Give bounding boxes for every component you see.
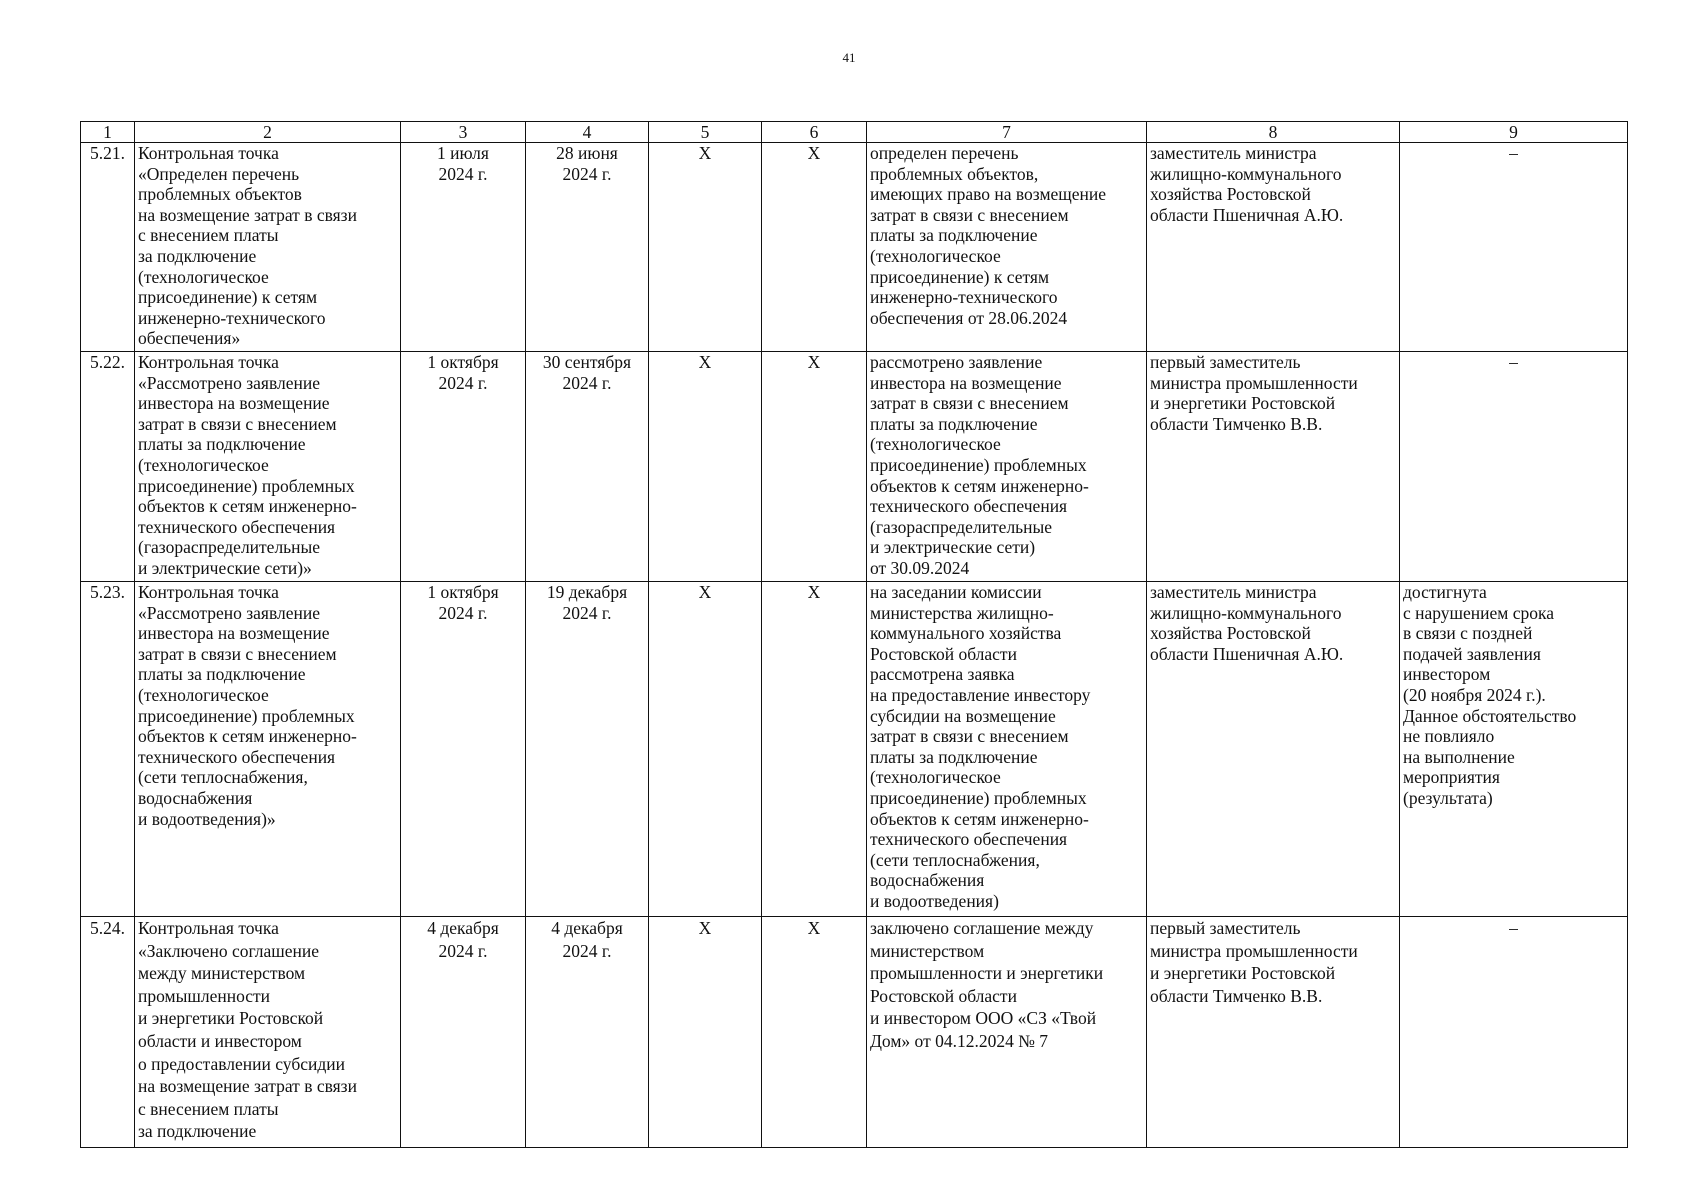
text-line: Дом» от 04.12.2024 № 7 — [870, 1030, 1049, 1051]
text-line: коммунального хозяйства — [870, 623, 1062, 644]
actual-date-cell — [526, 582, 649, 917]
planned-date-cell — [401, 143, 526, 352]
text-line: затрат в связи с внесением — [870, 726, 1069, 747]
text-line: 1 октября — [427, 582, 499, 602]
actual-date-cell — [526, 917, 649, 1148]
planned-date-cell — [401, 352, 526, 582]
text-line: (сети теплоснабжения, — [138, 767, 308, 788]
text-line: Ростовской области — [870, 643, 1017, 664]
text-line: первый заместитель — [1150, 352, 1301, 372]
text-line: присоединение) к сетям — [138, 287, 318, 308]
text-line: имеющих право на возмещение — [870, 184, 1107, 205]
text-line: на выполнение — [1403, 746, 1515, 767]
text-line: и водоотведения)» — [138, 808, 276, 829]
text-line: проблемных объектов — [138, 184, 302, 205]
column-header: 5 — [649, 122, 762, 143]
text-line: затрат в связи с внесением — [870, 204, 1069, 225]
header-row — [81, 122, 1628, 143]
responsible-cell — [1147, 917, 1400, 1148]
text-line: и энергетики Ростовской — [1150, 963, 1336, 984]
text-line: водоснабжения — [138, 787, 253, 808]
column-5-cell: Х — [649, 352, 762, 582]
text-line: 1 июля — [437, 143, 489, 163]
text-line: 4 декабря — [551, 918, 623, 938]
responsible-cell — [1147, 352, 1400, 582]
text-line: жилищно-коммунального — [1150, 602, 1342, 623]
column-6-cell: Х — [762, 582, 867, 917]
text-line: о предоставлении субсидии — [138, 1053, 345, 1074]
text-line: министра промышленности — [1150, 940, 1358, 961]
column-6-cell: Х — [762, 352, 867, 582]
description-cell — [135, 143, 401, 352]
column-header: 3 — [401, 122, 526, 143]
text-line: «Рассмотрено заявление — [138, 372, 321, 393]
column-header: 9 — [1400, 122, 1628, 143]
text-line: и электрические сети) — [870, 537, 1036, 558]
table-row — [81, 582, 1628, 917]
text-line: в связи с поздней — [1403, 623, 1533, 644]
text-line: и водоотведения) — [870, 890, 999, 911]
text-line: технического обеспечения — [138, 516, 336, 537]
text-line: и энергетики Ростовской — [1150, 393, 1336, 414]
text-line: инвестором — [1403, 664, 1491, 685]
text-line: 2024 г. — [562, 372, 612, 393]
control-points-table — [80, 121, 1628, 1148]
text-line: промышленности и энергетики — [870, 963, 1104, 984]
table-row — [81, 352, 1628, 582]
text-line: объектов к сетям инженерно- — [870, 808, 1089, 829]
text-line: 2024 г. — [562, 602, 612, 623]
responsible-cell — [1147, 143, 1400, 352]
text-line: Данное обстоятельство — [1403, 705, 1577, 726]
text-line: 4 декабря — [427, 918, 499, 938]
text-line: (технологическое — [870, 434, 1001, 455]
text-line: 2024 г. — [562, 940, 612, 961]
column-header: 2 — [135, 122, 401, 143]
text-line: «Заключено соглашение — [138, 940, 320, 961]
column-6-cell: Х — [762, 917, 867, 1148]
planned-date-cell — [401, 917, 526, 1148]
text-line: технического обеспечения — [138, 746, 336, 767]
actual-date-cell — [526, 143, 649, 352]
text-line: объектов к сетям инженерно- — [138, 726, 357, 747]
text-line: технического обеспечения — [870, 496, 1068, 517]
text-line: (технологическое — [870, 245, 1001, 266]
text-line: на возмещение затрат в связи — [138, 204, 357, 225]
text-line: (20 ноября 2024 г.). — [1403, 684, 1546, 705]
responsible-cell — [1147, 582, 1400, 917]
text-line: присоединение) проблемных — [138, 475, 355, 496]
description-cell — [135, 352, 401, 582]
text-line: с внесением платы — [138, 225, 279, 246]
text-line: не повлияло — [1403, 726, 1495, 747]
note-cell — [1400, 143, 1628, 352]
actual-date-cell — [526, 352, 649, 582]
table-row — [81, 917, 1628, 1148]
row-number-cell: 5.22. — [81, 352, 135, 582]
text-line: платы за подключение — [138, 664, 306, 685]
text-line: и инвестором ООО «СЗ «Твой — [870, 1008, 1097, 1029]
text-line: подачей заявления — [1403, 643, 1541, 664]
text-line: (технологическое — [870, 767, 1001, 788]
text-line: рассмотрено заявление — [870, 352, 1043, 372]
text-line: (технологическое — [138, 684, 269, 705]
row-number-cell: 5.21. — [81, 143, 135, 352]
text-line: (результата) — [1403, 787, 1493, 808]
text-line: технического обеспечения — [870, 829, 1068, 850]
text-line: мероприятия — [1403, 767, 1500, 788]
text-line: и электрические сети)» — [138, 557, 312, 578]
text-line: 19 декабря — [546, 582, 628, 602]
result-cell — [867, 582, 1147, 917]
text-line: 1 октября — [427, 352, 499, 372]
text-line: Контрольная точка — [138, 918, 279, 938]
text-line: инвестора на возмещение — [870, 372, 1062, 393]
text-line: министра промышленности — [1150, 372, 1358, 393]
column-header: 8 — [1147, 122, 1400, 143]
text-line: области Тимченко В.В. — [1150, 985, 1323, 1006]
text-line: от 30.09.2024 — [870, 557, 970, 578]
text-line: объектов к сетям инженерно- — [870, 475, 1089, 496]
text-line: платы за подключение — [870, 225, 1038, 246]
text-line: субсидии на возмещение — [870, 705, 1056, 726]
text-line: достигнута — [1403, 582, 1487, 602]
text-line: с внесением платы — [138, 1098, 279, 1119]
text-line: инвестора на возмещение — [138, 623, 330, 644]
description-cell — [135, 582, 401, 917]
text-line: министерством — [870, 940, 985, 961]
description-cell — [135, 917, 401, 1148]
result-cell — [867, 917, 1147, 1148]
text-line: 2024 г. — [438, 602, 488, 623]
text-line: – — [1509, 918, 1518, 938]
text-line: присоединение) проблемных — [138, 705, 355, 726]
text-line: за подключение — [138, 1121, 257, 1142]
text-line: 2024 г. — [438, 940, 488, 961]
text-line: обеспечения от 28.06.2024 — [870, 307, 1068, 328]
column-header: 7 — [867, 122, 1147, 143]
text-line: 30 сентября — [542, 352, 632, 372]
row-number-cell: 5.24. — [81, 917, 135, 1148]
text-line: 2024 г. — [438, 163, 488, 184]
text-line: – — [1509, 143, 1518, 163]
text-line: за подключение — [138, 245, 257, 266]
table-row — [81, 143, 1628, 352]
text-line: первый заместитель — [1150, 918, 1301, 938]
text-line: – — [1509, 352, 1518, 372]
column-header: 1 — [81, 122, 135, 143]
text-line: затрат в связи с внесением — [138, 413, 337, 434]
note-cell — [1400, 917, 1628, 1148]
text-line: обеспечения» — [138, 328, 241, 349]
text-line: на заседании комиссии — [870, 582, 1042, 602]
planned-date-cell — [401, 582, 526, 917]
text-line: платы за подключение — [870, 746, 1038, 767]
note-cell — [1400, 352, 1628, 582]
text-line: платы за подключение — [138, 434, 306, 455]
text-line: на предоставление инвестору — [870, 684, 1091, 705]
text-line: присоединение) проблемных — [870, 787, 1087, 808]
text-line: (сети теплоснабжения, — [870, 849, 1040, 870]
text-line: «Рассмотрено заявление — [138, 602, 321, 623]
text-line: Контрольная точка — [138, 143, 279, 163]
text-line: заместитель министра — [1150, 582, 1317, 602]
text-line: присоединение) проблемных — [870, 454, 1087, 475]
text-line: Контрольная точка — [138, 582, 279, 602]
text-line: объектов к сетям инженерно- — [138, 496, 357, 517]
text-line: 2024 г. — [438, 372, 488, 393]
text-line: Контрольная точка — [138, 352, 279, 372]
text-line: инженерно-технического — [138, 307, 326, 328]
text-line: Ростовской области — [870, 985, 1017, 1006]
text-line: хозяйства Ростовской — [1150, 184, 1311, 205]
text-line: «Определен перечень — [138, 163, 300, 184]
text-line: и энергетики Ростовской — [138, 1008, 324, 1029]
text-line: хозяйства Ростовской — [1150, 623, 1311, 644]
text-line: жилищно-коммунального — [1150, 163, 1342, 184]
text-line: области Пшеничная А.Ю. — [1150, 643, 1344, 664]
text-line: 28 июня — [556, 143, 618, 163]
text-line: (технологическое — [138, 266, 269, 287]
result-cell — [867, 143, 1147, 352]
text-line: инвестора на возмещение — [138, 393, 330, 414]
text-line: определен перечень — [870, 143, 1019, 163]
column-header: 4 — [526, 122, 649, 143]
text-line: министерства жилищно- — [870, 602, 1054, 623]
text-line: с нарушением срока — [1403, 602, 1555, 623]
row-number-cell: 5.23. — [81, 582, 135, 917]
text-line: проблемных объектов, — [870, 163, 1039, 184]
column-5-cell: Х — [649, 917, 762, 1148]
column-5-cell: Х — [649, 143, 762, 352]
text-line: (газораспределительные — [870, 516, 1053, 537]
text-line: между министерством — [138, 963, 306, 984]
text-line: 2024 г. — [562, 163, 612, 184]
text-line: области Тимченко В.В. — [1150, 413, 1323, 434]
column-header: 6 — [762, 122, 867, 143]
text-line: промышленности — [138, 985, 271, 1006]
column-5-cell: Х — [649, 582, 762, 917]
text-line: присоединение) к сетям — [870, 266, 1050, 287]
text-line: заключено соглашение между — [870, 918, 1094, 938]
text-line: заместитель министра — [1150, 143, 1317, 163]
text-line: платы за подключение — [870, 413, 1038, 434]
text-line: рассмотрена заявка — [870, 664, 1015, 685]
text-line: области и инвестором — [138, 1030, 302, 1051]
text-line: области Пшеничная А.Ю. — [1150, 204, 1344, 225]
text-line: (газораспределительные — [138, 537, 321, 558]
text-line: (технологическое — [138, 454, 269, 475]
text-line: водоснабжения — [870, 870, 985, 891]
text-line: на возмещение затрат в связи — [138, 1076, 357, 1097]
text-line: затрат в связи с внесением — [870, 393, 1069, 414]
text-line: инженерно-технического — [870, 287, 1058, 308]
text-line: затрат в связи с внесением — [138, 643, 337, 664]
result-cell — [867, 352, 1147, 582]
column-6-cell: Х — [762, 143, 867, 352]
note-cell — [1400, 582, 1628, 917]
page-number: 41 — [842, 50, 856, 65]
